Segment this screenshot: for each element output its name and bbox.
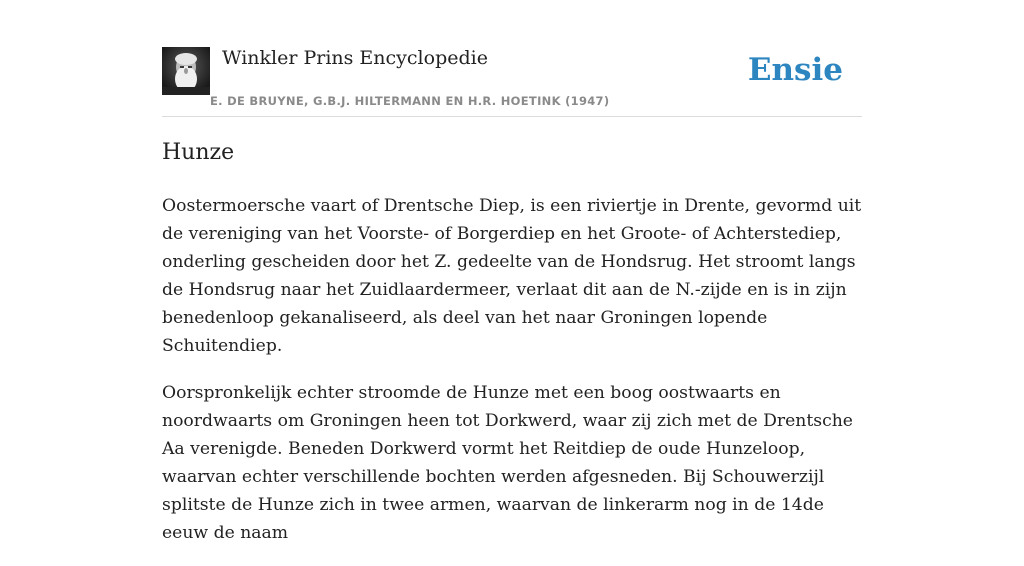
source-title[interactable]: Winkler Prins Encyclopedie — [222, 47, 488, 69]
entry-body — [162, 192, 862, 566]
entry-paragraph: Oostermoersche vaart of Drentsche Diep, is een riviertje in Drente, gevormd uit de vereniging van het Voorste- of Borgerdiep en het Groote- of Achterstediep, onderling gescheiden door het Z. gedeelte van de Hondsrug. Het stroomt langs de Hondsrug naar het Zuidlaardermeer, verlaat dit aan de N.-zijde en is in zijn benedenloop gekanaliseerd, als deel van het naar Groningen lopende Schuitendiep. — [162, 196, 862, 356]
portrait-avatar-icon — [162, 47, 210, 95]
source-authors: E. DE BRUYNE, G.B.J. HILTERMANN EN H.R. HOETINK (1947) — [210, 94, 610, 108]
source-header — [162, 44, 862, 117]
brand-logo[interactable]: Ensie — [747, 52, 843, 88]
author-avatar — [162, 47, 210, 95]
entry-title: Hunze — [162, 140, 235, 165]
entry-paragraph: Oorspronkelijk echter stroomde de Hunze met een boog oostwaarts en noordwaarts om Groningen heen tot Dorkwerd, waar zij zich met de Drentsche Aa verenigde. Beneden Dorkwerd vormt het Reitdiep de oude Hunzeloop, waarvan echter verschillende bochten werden afgesneden. Bij Schouwerzijl splitste de Hunze zich in twee armen, waarvan de linkerarm nog in de 14de eeuw de naam — [162, 383, 853, 543]
